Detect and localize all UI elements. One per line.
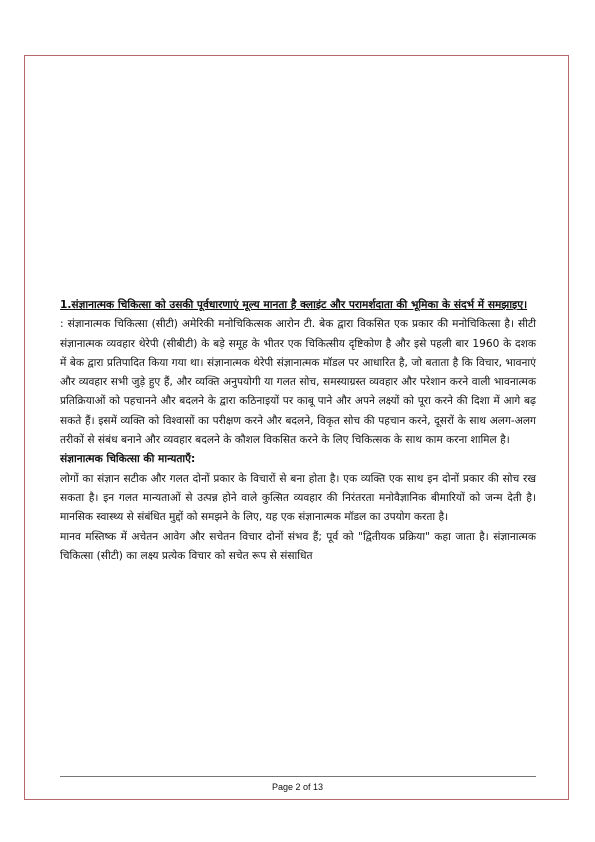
footer-divider (60, 776, 536, 777)
question-heading: 1.संज्ञानात्मक चिकित्सा को उसकी पूर्वधारणाएं मूल्य मानता है क्लाइंट और परामर्शदाता की भूमिका के संदर्भ में समझाइए। (60, 299, 528, 311)
page-number: Page 2 of 13 (271, 782, 324, 792)
document-body (60, 296, 536, 566)
assumptions-paragraph-1: लोगों का संज्ञान सटीक और गलत दोनों प्रकार के विचारों से बना होता है। एक व्यक्ति एक साथ इन दोनों प्रकार की सोच रख सकता है। इन गलत मान्यताओं से उत्पन्न होने वाले कुत्सित व्यवहार की निरंतरता मनोवैज्ञानिक बीमारियों को जन्म देती है। मानसिक स्वास्थ्य से संबंधित मुद्दों को समझने के लिए, यह एक संज्ञानात्मक मॉडल का उपयोग करता है। (60, 472, 536, 524)
answer-paragraph: : संज्ञानात्मक चिकित्सा (सीटी) अमेरिकी मनोचिकित्सक आरोन टी. बेक द्वारा विकसित एक प्रकार की मनोचिकित्सा है। सीटी संज्ञानात्मक व्यवहार थेरेपी (सीबीटी) के बड़े समूह के भीतर एक चिकित्सीय दृष्टिकोण है और इसे पहली बार 1960 के दशक में बेक द्वारा प्रतिपादित किया गया था। संज्ञानात्मक थेरेपी संज्ञानात्मक मॉडल पर आधारित है, जो बताता है कि विचार, भावनाएं और व्यवहार सभी जुड़े हुए हैं, और व्यक्ति अनुपयोगी या गलत सोच, समस्याग्रस्त व्यवहार और परेशान करने वाली भावनात्मक प्रतिक्रियाओं को पहचानने और बदलने के द्वारा कठिनाइयों पर काबू पाने और अपने लक्ष्यों को पूरा करने की दिशा में आगे बढ़ सकते हैं। इसमें व्यक्ति को विश्वासों का परीक्षण करने और बदलने, विकृत सोच की पहचान करने, दूसरों के साथ अलग-अलग तरीकों से संबंध बनाने और व्यवहार बदलने के कौशल विकसित करने के लिए चिकित्सक के साथ काम करना शामिल है। (60, 318, 536, 447)
assumptions-paragraph-2: मानव मस्तिष्क में अचेतन आवेग और सचेतन विचार दोनों संभव हैं; पूर्व को "द्वितीयक प्रक्रिया" कहा जाता है। संज्ञानात्मक चिकित्सा (सीटी) का लक्ष्य प्रत्येक विचार को सचेत रूप से संसाधित (60, 530, 536, 562)
assumptions-heading: संज्ञानात्मक चिकित्सा की मान्यताएँ: (60, 453, 196, 466)
